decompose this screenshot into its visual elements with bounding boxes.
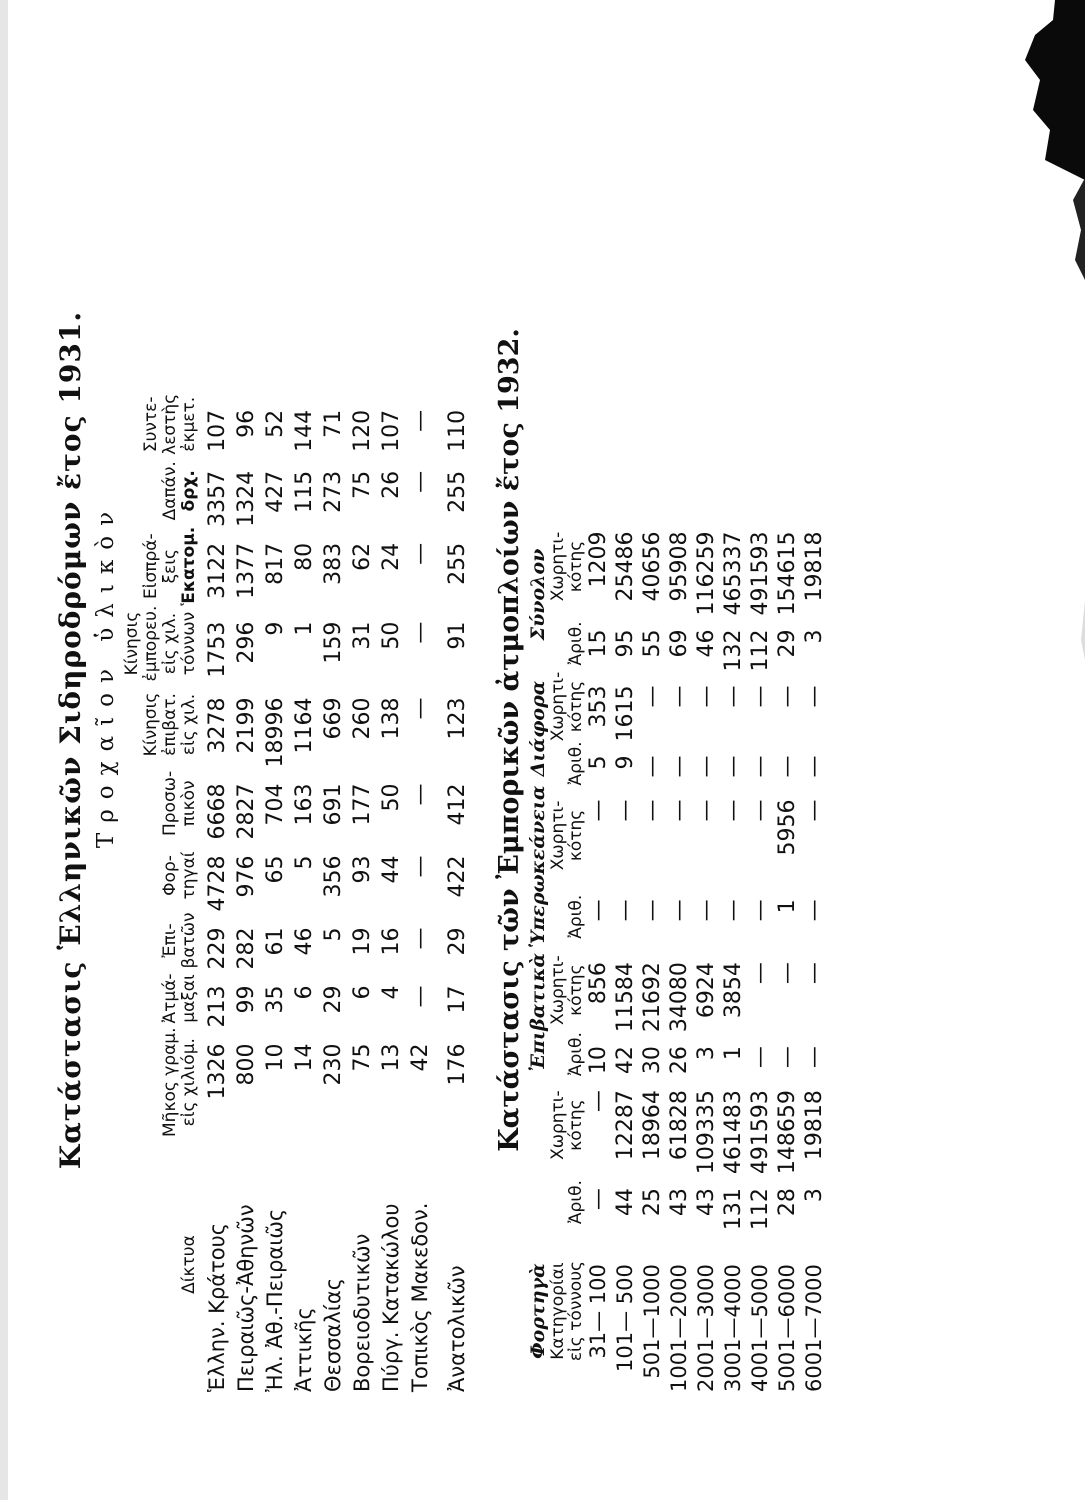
railway-name: Πύργ. Κατακώλου	[379, 1203, 403, 1392]
railways-table	[123, 394, 472, 1392]
steamship-cell: —	[802, 685, 827, 708]
steamship-cell: 11584	[613, 962, 638, 1033]
header-mikos-line2: εἰς χιλιόμ.	[179, 1038, 199, 1127]
railway-cell: 704	[263, 783, 288, 826]
railway-cell: —	[408, 783, 433, 806]
steamship-cell: 9	[613, 755, 638, 770]
steamship-cell: 61828	[667, 1090, 692, 1161]
group-yperokeaneia: Ὑπερωκεάνεια	[527, 785, 549, 949]
header-eispraxeis-line3: Ἑκατομ.	[179, 526, 199, 606]
header-dapanai	[123, 455, 203, 527]
tonnage-category: 3001—4000	[721, 1264, 745, 1392]
header-atmamaxai-line1: Ἀτμά-	[160, 973, 180, 1024]
railway-cell: 62	[350, 542, 375, 571]
steamship-cell: —	[721, 899, 746, 922]
header-kinisis-epivat-line1: Κίνησις	[141, 692, 161, 757]
header-kinisis-emporeu-line2: ἐμπορευ.	[141, 605, 161, 682]
header-arith-fortiga: Ἀριθ.	[566, 1180, 586, 1225]
steamship-cell: 5956	[775, 799, 800, 856]
header-kinisis-epivat-line3: εἰς χιλ.	[179, 693, 199, 756]
railway-cell: 31	[350, 621, 375, 650]
steamship-cell: 25	[640, 1188, 665, 1217]
railway-cell: 159	[321, 621, 346, 664]
steamship-cell: —	[775, 1046, 800, 1069]
group-synolon: Σύνολον	[527, 548, 549, 641]
railway-cell: 230	[321, 1043, 346, 1086]
header-chorit-synolon	[549, 518, 585, 616]
railway-cell: 282	[234, 927, 259, 970]
header-fortigai	[123, 839, 203, 911]
steamship-cell: —	[694, 899, 719, 922]
steamship-cell: 25486	[613, 531, 638, 602]
steamship-cell: —	[640, 899, 665, 922]
steamship-cell: 112	[748, 629, 773, 672]
steamship-cell: —	[667, 685, 692, 708]
railway-name: Τοπικὸς Μακεδον.	[408, 1202, 432, 1392]
railway-cell: 61	[263, 927, 288, 956]
steamship-cell: 132	[721, 629, 746, 672]
steamship-cell: 109335	[694, 1090, 719, 1175]
railway-cell: 1377	[234, 542, 259, 599]
header-prosopikon-line1: Προσω-	[160, 770, 180, 837]
steamship-cell: 19818	[802, 531, 827, 602]
steamship-cell: —	[775, 685, 800, 708]
steamship-cell: —	[586, 799, 611, 822]
railway-row	[232, 394, 261, 1392]
steamship-cell: —	[721, 685, 746, 708]
railway-cell: 144	[292, 409, 317, 452]
railway-cell: 18996	[263, 697, 288, 768]
railway-cell: 176	[445, 1043, 470, 1086]
steamship-cell: 3	[802, 1188, 827, 1203]
header-category-line2: εἰς τόννους	[566, 1260, 586, 1362]
header-epivaton	[123, 911, 203, 969]
header-fortigai-line2: τηγαί	[179, 851, 199, 900]
railway-cell: 2827	[234, 783, 259, 840]
header-chorit-line1: Χωρητι-	[548, 800, 568, 871]
steamship-cell: 34080	[667, 962, 692, 1033]
steamship-cell: —	[748, 1046, 773, 1069]
group-diafora: Διάφορα	[527, 680, 549, 777]
header-chorit-line2: κότης	[566, 809, 586, 862]
railway-cell: 2199	[234, 697, 259, 754]
page-shadow	[0, 0, 8, 1500]
steamships-table	[529, 518, 828, 1393]
railway-cell: 123	[445, 697, 470, 740]
header-kinisis-emporeu-line4: τόννων	[179, 611, 199, 676]
railway-cell: 356	[321, 855, 346, 898]
steamship-cell: —	[586, 1090, 611, 1113]
header-category	[549, 1230, 585, 1392]
steamship-cell: —	[667, 755, 692, 778]
railway-cell: 93	[350, 855, 375, 884]
header-chorit-line2: κότης	[566, 680, 586, 733]
header-chorit-diafora	[549, 671, 585, 741]
steamship-cell: —	[748, 962, 773, 985]
railway-cell: 229	[205, 927, 230, 970]
steamship-cell: 1	[721, 1046, 746, 1061]
steamship-cell: 1	[775, 899, 800, 914]
railways-table-body	[203, 394, 472, 1392]
header-syntelestis-line2: λεστὴς	[160, 393, 180, 455]
steamship-cell: —	[802, 962, 827, 985]
railway-cell: 260	[350, 697, 375, 740]
railway-cell: 6	[292, 985, 317, 1000]
steamship-cell: 12287	[613, 1090, 638, 1161]
railway-cell: —	[408, 985, 433, 1008]
railway-cell: 29	[445, 927, 470, 956]
steamship-row	[693, 518, 720, 1393]
tonnage-category: 5001—6000	[775, 1264, 799, 1392]
steamship-cell: 95908	[667, 531, 692, 602]
steamship-cell: 46	[694, 629, 719, 658]
header-syntelestis	[123, 394, 203, 455]
header-dapanai-line1: Δαπάν.	[160, 461, 180, 521]
steamship-cell: 3	[694, 1046, 719, 1061]
header-arith-epivatika: Ἀριθ.	[566, 1032, 586, 1077]
railway-cell: 669	[321, 697, 346, 740]
steamship-cell: 5	[586, 755, 611, 770]
header-atmamaxai	[123, 969, 203, 1027]
steamship-cell: —	[694, 755, 719, 778]
steamship-cell: —	[640, 685, 665, 708]
railway-cell: 5	[321, 927, 346, 942]
railway-cell: 71	[321, 409, 346, 438]
railway-cell: 412	[445, 783, 470, 826]
steamship-cell: —	[748, 685, 773, 708]
railway-cell: —	[408, 697, 433, 720]
header-dapanai-line2: δρχ.	[179, 470, 199, 512]
header-chorit-line2: κότης	[566, 540, 586, 593]
steamship-cell: 43	[694, 1188, 719, 1217]
header-diktya-label: Δίκτυα	[179, 1235, 199, 1294]
railway-cell: 255	[445, 542, 470, 585]
header-chorit-fortiga	[549, 1076, 585, 1174]
tonnage-category: 101— 500	[613, 1264, 637, 1372]
steamship-cell: 10	[586, 1046, 611, 1075]
railway-cell: 13	[379, 1043, 404, 1072]
steamship-cell: 30	[640, 1046, 665, 1075]
steamship-row	[720, 518, 747, 1393]
steamship-cell: 1615	[613, 685, 638, 742]
railway-cell: 115	[292, 470, 317, 513]
railway-cell: 80	[292, 542, 317, 571]
railway-name: Ἀνατολικῶν	[445, 1265, 469, 1392]
header-kinisis-emporeu-line3: εἰς χιλ.	[160, 612, 180, 675]
steamship-cell: —	[721, 755, 746, 778]
railway-cell: 427	[263, 470, 288, 513]
railway-row	[290, 394, 319, 1392]
steamship-cell: —	[721, 799, 746, 822]
header-chorit-line1: Χωρητι-	[548, 1090, 568, 1160]
tonnage-category: 1001—2000	[667, 1264, 691, 1392]
steamship-cell: 19818	[802, 1090, 827, 1161]
steamship-cell: 29	[775, 629, 800, 658]
header-diktya	[123, 1137, 203, 1392]
railway-row	[406, 394, 435, 1392]
railway-cell: 42	[408, 1043, 433, 1072]
header-eispraxeis-line1: Εἰσπρά-	[141, 533, 161, 600]
steamship-cell: 55	[640, 629, 665, 658]
railway-cell: 691	[321, 783, 346, 826]
header-arith-diafora: Ἀριθ.	[566, 741, 586, 786]
header-epivaton-line2: βατῶν	[179, 912, 199, 969]
steamship-cell: 112	[748, 1188, 773, 1231]
header-kinisis-emporeu-line1: Κίνησις	[122, 611, 142, 676]
railway-cell: 52	[263, 409, 288, 438]
steamship-cell: 3	[802, 629, 827, 644]
railway-cell: 177	[350, 783, 375, 826]
header-chorit-line2: κότης	[566, 1099, 586, 1151]
railway-cell: —	[408, 542, 433, 565]
steamship-cell: —	[802, 899, 827, 922]
header-fortigai-line1: Φορ-	[160, 855, 180, 896]
steamship-row	[612, 518, 639, 1393]
header-prosopikon-line2: πικὸν	[179, 780, 199, 827]
steamship-cell: —	[640, 755, 665, 778]
steamship-row	[639, 518, 666, 1393]
railway-cell: 44	[379, 855, 404, 884]
railway-cell: 99	[234, 985, 259, 1014]
tonnage-category: 6001—7000	[802, 1264, 826, 1392]
railway-cell: —	[408, 855, 433, 878]
group-fortiga: Φορτηγὰ	[527, 1263, 549, 1359]
railway-cell: 50	[379, 783, 404, 812]
railway-cell: 422	[445, 855, 470, 898]
steamship-cell: 131	[721, 1188, 746, 1231]
header-chorit-epivatika	[549, 948, 585, 1032]
railway-cell: 6668	[205, 783, 230, 840]
steamship-cell: 15	[586, 629, 611, 658]
railway-cell: —	[408, 470, 433, 493]
railway-cell: 65	[263, 855, 288, 884]
steamship-cell: 21692	[640, 962, 665, 1033]
railway-cell: 383	[321, 542, 346, 585]
railway-cell: —	[408, 409, 433, 432]
steamship-cell: 491593	[748, 531, 773, 616]
railway-cell: 817	[263, 542, 288, 585]
steamship-cell: 491593	[748, 1090, 773, 1175]
steamship-cell: 43	[667, 1188, 692, 1217]
steamship-cell: 40656	[640, 531, 665, 602]
header-syntelestis-line1: Συντε-	[141, 396, 161, 453]
railway-cell: 255	[445, 470, 470, 513]
steamship-cell: 148659	[775, 1090, 800, 1175]
railway-name: Ἑλλην. Κράτους	[205, 1222, 229, 1392]
railway-cell: 5	[292, 855, 317, 870]
steamship-row	[666, 518, 693, 1393]
railway-cell: 16	[379, 927, 404, 956]
steamship-cell: 44	[613, 1188, 638, 1217]
railway-name: Θεσσαλίας	[321, 1277, 345, 1392]
railway-cell: 17	[445, 985, 470, 1014]
tonnage-category: 31— 100	[586, 1264, 610, 1359]
steamship-cell: —	[667, 799, 692, 822]
steamship-cell: 856	[586, 962, 611, 1005]
header-arith-yperokeaneia: Ἀριθ.	[566, 894, 586, 939]
steamship-row	[747, 518, 774, 1393]
railway-cell: 110	[445, 409, 470, 452]
steamship-cell: —	[640, 799, 665, 822]
torn-edge	[995, 0, 1085, 1500]
header-eispraxeis-line2: ξεις	[160, 549, 180, 584]
railway-cell: 75	[350, 470, 375, 499]
railway-cell: 138	[379, 697, 404, 740]
header-kinisis-epivat-line2: ἐπιβατ.	[160, 693, 180, 756]
railways-header-row	[123, 394, 203, 1392]
railway-cell: 46	[292, 927, 317, 956]
steamship-cell: —	[613, 899, 638, 922]
header-syntelestis-line3: ἐκμετ.	[179, 396, 199, 452]
railway-row	[348, 394, 377, 1392]
railway-cell: 4728	[205, 855, 230, 912]
railway-cell: 3357	[205, 470, 230, 527]
steamship-cell: 18964	[640, 1090, 665, 1161]
railway-row	[435, 394, 472, 1392]
header-eispraxeis	[123, 527, 203, 606]
railway-row	[377, 394, 406, 1392]
railway-cell: 3278	[205, 697, 230, 754]
railway-name: Πειραιῶς-Ἀθηνῶν	[234, 1204, 258, 1392]
railway-cell: 91	[445, 621, 470, 650]
steamship-cell: —	[586, 899, 611, 922]
railway-cell: 120	[350, 409, 375, 452]
header-category-line1: Κατηγορίαι	[548, 1262, 568, 1360]
header-chorit-line1: Χωρητι-	[548, 955, 568, 1025]
steamships-table-body	[585, 518, 828, 1393]
railway-cell: 14	[292, 1043, 317, 1072]
steamship-row	[774, 518, 801, 1393]
steamship-row	[585, 518, 612, 1393]
railway-row	[203, 394, 232, 1392]
steamships-group-row	[529, 518, 549, 1393]
steamship-cell: —	[748, 755, 773, 778]
header-kinisis-emporeu	[123, 606, 203, 682]
railway-cell: 976	[234, 855, 259, 898]
steamship-cell: —	[748, 799, 773, 822]
steamship-cell: —	[802, 755, 827, 778]
steamship-cell: 116259	[694, 531, 719, 616]
tonnage-category: 2001—3000	[694, 1264, 718, 1392]
railway-cell: 213	[205, 985, 230, 1028]
railway-cell: 4	[379, 985, 404, 1000]
subtitle-rolling-stock: Τροχαῖον ὑλικὸν	[93, 501, 119, 849]
railway-cell: 3122	[205, 542, 230, 599]
railway-cell: 19	[350, 927, 375, 956]
header-kinisis-epivat	[123, 681, 203, 767]
railway-cell: 35	[263, 985, 288, 1014]
railway-row	[261, 394, 290, 1392]
header-mikos-line1: Μῆκος γραμ.	[160, 1027, 180, 1137]
steamship-cell: 3854	[721, 962, 746, 1019]
header-chorit-line1: Χωρητι-	[548, 531, 568, 602]
railway-cell: 50	[379, 621, 404, 650]
header-chorit-yperokeaneia	[549, 785, 585, 885]
group-fortiga-spacer	[529, 1076, 549, 1230]
header-arith-synolon: Ἀριθ.	[566, 621, 586, 666]
railway-cell: 1753	[205, 621, 230, 678]
railway-cell: 1164	[292, 697, 317, 754]
railway-cell: 107	[379, 409, 404, 452]
railway-cell: 107	[205, 409, 230, 452]
steamship-cell: 6924	[694, 962, 719, 1019]
steamship-cell: —	[667, 899, 692, 922]
railway-cell: 24	[379, 542, 404, 571]
railway-cell: 10	[263, 1043, 288, 1072]
railway-cell: 96	[234, 409, 259, 438]
railway-cell: 6	[350, 985, 375, 1000]
steamships-header-row	[549, 518, 585, 1393]
steamship-cell: 465337	[721, 531, 746, 616]
steamship-cell: 69	[667, 629, 692, 658]
railway-cell: 800	[234, 1043, 259, 1086]
railway-cell: 1	[292, 621, 317, 636]
railway-cell: 9	[263, 621, 288, 636]
title-railways-1931: Κατάστασις Ἑλληνικῶν Σιδηροδρόμων ἔτος 1931.	[54, 310, 87, 1170]
header-epivaton-line1: Ἐπι-	[160, 923, 180, 958]
steamship-cell: 95	[613, 629, 638, 658]
header-atmamaxai-line2: μαξαι	[179, 974, 199, 1023]
railway-cell: 75	[350, 1043, 375, 1072]
steamship-cell: —	[802, 1046, 827, 1069]
header-prosopikon	[123, 767, 203, 839]
railway-cell: —	[408, 927, 433, 950]
steamship-cell: 353	[586, 685, 611, 728]
steamship-cell: 461483	[721, 1090, 746, 1175]
railway-cell: 1324	[234, 470, 259, 527]
steamship-cell: 42	[613, 1046, 638, 1075]
steamship-cell: 154615	[775, 531, 800, 616]
railway-name: Ἠλ. Ἀθ.-Πειραιῶς	[263, 1208, 287, 1392]
steamship-row	[801, 518, 828, 1393]
railway-cell: 1326	[205, 1043, 230, 1100]
steamship-cell: 1209	[586, 531, 611, 588]
railway-cell: 273	[321, 470, 346, 513]
steamship-cell: —	[802, 799, 827, 822]
steamship-cell: —	[694, 685, 719, 708]
railway-cell: 296	[234, 621, 259, 664]
group-epivatika: Ἐπιβατικὰ	[527, 952, 549, 1072]
railway-name: Βορειοδυτικῶν	[350, 1233, 374, 1392]
steamship-cell: —	[613, 799, 638, 822]
steamship-cell: —	[775, 755, 800, 778]
railway-row	[319, 394, 348, 1392]
tonnage-category: 501—1000	[640, 1264, 664, 1379]
steamship-cell: —	[586, 1188, 611, 1211]
header-chorit-line1: Χωρητι-	[548, 671, 568, 742]
railway-name: Ἀττικῆς	[292, 1307, 316, 1392]
railway-cell: 26	[379, 470, 404, 499]
railway-cell: —	[408, 621, 433, 644]
rotated-page-content	[40, 40, 980, 1440]
steamship-cell: —	[748, 899, 773, 922]
steamship-cell: —	[775, 962, 800, 985]
steamship-cell: —	[694, 799, 719, 822]
railway-cell: 163	[292, 783, 317, 826]
tonnage-category: 4001—5000	[748, 1264, 772, 1392]
header-chorit-line2: κότης	[566, 964, 586, 1016]
header-mikos	[123, 1027, 203, 1137]
title-steamships-1932: Κατάστασις τῶν Ἐμπορικῶν ἀτμοπλοίων ἔτος 1932.	[494, 328, 525, 1152]
railway-cell: 29	[321, 985, 346, 1014]
steamship-cell: 28	[775, 1188, 800, 1217]
steamship-cell: 26	[667, 1046, 692, 1075]
